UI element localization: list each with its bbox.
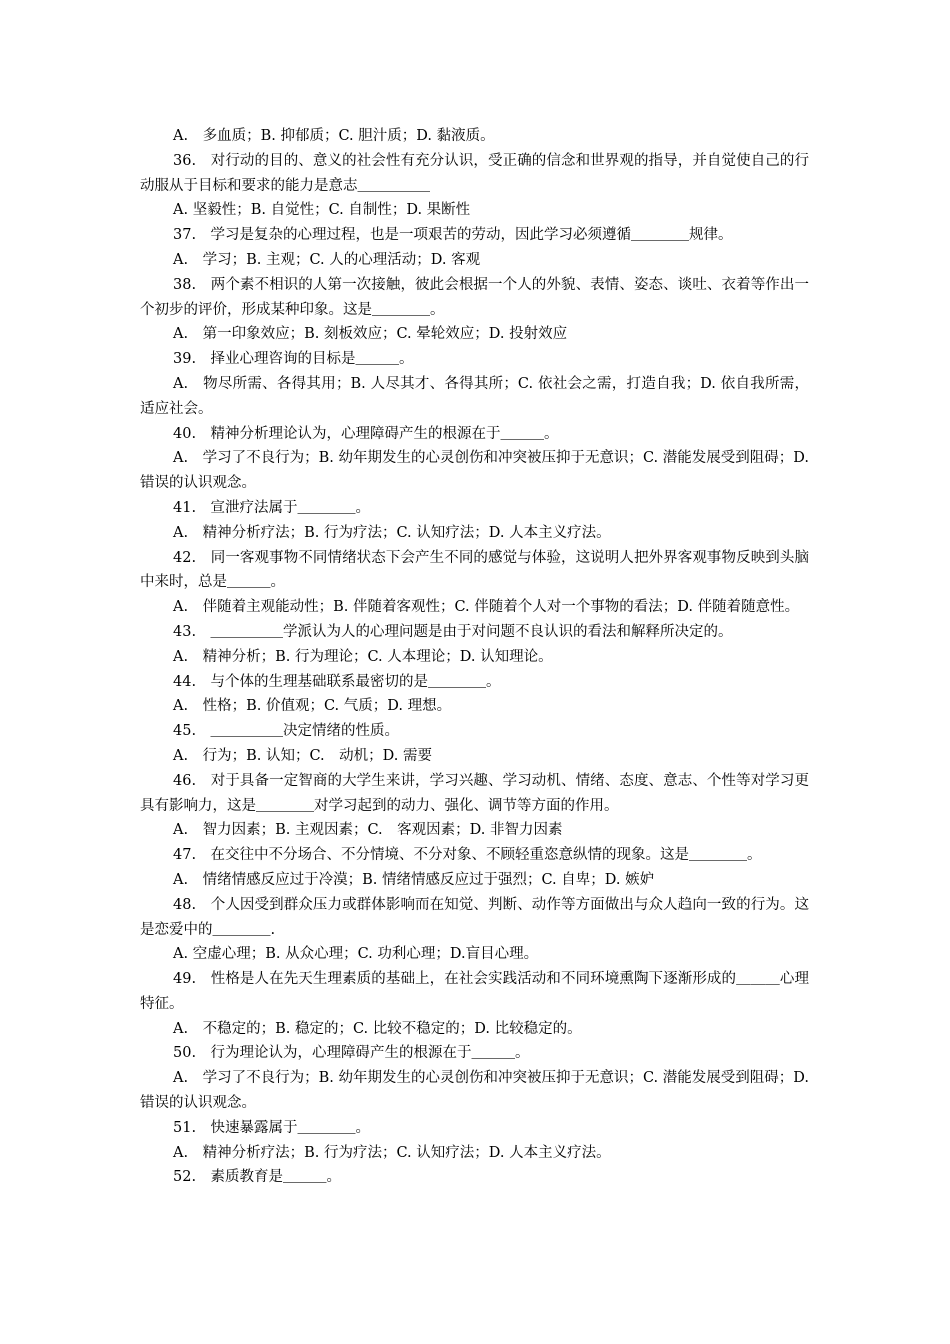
option-line: A. 空虚心理；B. 从众心理；C. 功利心理；D.盲目心理。 [173, 946, 539, 963]
option-line: A. 第一印象效应；B. 刻板效应；C. 晕轮效应；D. 投射效应 [173, 326, 568, 343]
question-48: 48. 个人因受到群众压力或群体影响而在知觉、判断、动作等方面做出与众人趋向一致的行为。这是恋爱中的＿＿＿＿. [140, 896, 809, 938]
option-line: A. 坚毅性；B. 自觉性；C. 自制性；D. 果断性 [173, 202, 471, 219]
option-line: A. 伴随着主观能动性；B. 伴随着客观性；C. 伴随着个人对一个事物的看法；D. 伴随着随意性。 [173, 599, 800, 616]
question-40: 40. 精神分析理论认为，心理障碍产生的根源在于＿＿＿。 [173, 425, 559, 442]
option-line: A. 不稳定的；B. 稳定的；C. 比较不稳定的；D. 比较稳定的。 [173, 1020, 582, 1037]
question-49: 49. 性格是人在先天生理素质的基础上，在社会实践活动和不同环境熏陶下逐渐形成的＿＿＿心理特征。 [140, 971, 809, 1012]
question-36: 36. 对行动的目的、意义的社会性有充分认识，受正确的信念和世界观的指导，并自觉使自己的行动服从于目标和要求的能力是意志＿＿＿＿＿ [140, 152, 809, 194]
option-line: A. 学习了不良行为；B. 幼年期发生的心灵创伤和冲突被压抑于无意识；C. 潜能发展受到阻碍；D. 错误的认识观念。 [140, 450, 809, 492]
question-43: 43. ＿＿＿＿＿学派认为人的心理问题是由于对问题不良认识的看法和解释所决定的。 [173, 623, 733, 640]
question-38: 38. 两个素不相识的人第一次接触，彼此会根据一个人的外貌、表情、姿态、谈吐、衣着等作出一个初步的评价，形成某种印象。这是＿＿＿＿。 [140, 276, 809, 318]
question-42: 42. 同一客观事物不同情绪状态下会产生不同的感觉与体验，这说明人把外界客观事物反映到头脑中来时，总是＿＿＿。 [140, 549, 809, 591]
option-line: A. 行为；B. 认知；C. 动机；D. 需要 [173, 747, 432, 764]
question-41: 41. 宣泄疗法属于＿＿＿＿。 [173, 499, 371, 516]
option-line: A. 精神分析疗法；B. 行为疗法；C. 认知疗法；D. 人本主义疗法。 [173, 1144, 611, 1161]
option-line: A. 物尽所需、各得其用；B. 人尽其才、各得其所；C. 依社会之需，打造自我；D. 依自我所需，适应社会。 [140, 375, 809, 417]
option-line: A. 多血质；B. 抑郁质；C. 胆汁质；D. 黏液质。 [173, 128, 495, 144]
option-line: A. 性格；B. 价值观；C. 气质；D. 理想。 [173, 698, 452, 715]
question-50: 50. 行为理论认为，心理障碍产生的根源在于＿＿＿。 [173, 1045, 530, 1062]
option-line: A. 精神分析疗法；B. 行为疗法；C. 认知疗法；D. 人本主义疗法。 [173, 524, 611, 541]
question-list [140, 124, 809, 1190]
option-line: A. 精神分析；B. 行为理论；C. 人本理论；D. 认知理论。 [173, 648, 553, 665]
question-47: 47. 在交往中不分场合、不分情境、不分对象、不顾轻重恣意纵情的现象。这是＿＿＿＿。 [173, 847, 762, 864]
question-51: 51. 快速暴露属于＿＿＿＿。 [173, 1119, 371, 1136]
question-45: 45. ＿＿＿＿＿决定情绪的性质。 [173, 723, 400, 740]
question-52: 52. 素质教育是＿＿＿。 [173, 1169, 342, 1186]
question-44: 44. 与个体的生理基础联系最密切的是＿＿＿＿。 [173, 673, 501, 690]
question-37: 37. 学习是复杂的心理过程，也是一项艰苦的劳动，因此学习必须遵循＿＿＿＿规律。 [173, 227, 733, 244]
option-line: A. 学习了不良行为；B. 幼年期发生的心灵创伤和冲突被压抑于无意识；C. 潜能发展受到阻碍；D. 错误的认识观念。 [140, 1070, 809, 1112]
question-46: 46. 对于具备一定智商的大学生来讲，学习兴趣、学习动机、情绪、态度、意志、个性等对学习更具有影响力，这是＿＿＿＿对学习起到的动力、强化、调节等方面的作用。 [140, 772, 809, 814]
option-line: A. 学习；B. 主观；C. 人的心理活动；D. 客观 [173, 251, 481, 268]
option-line: A. 情绪情感反应过于冷漠；B. 情绪情感反应过于强烈；C. 自卑；D. 嫉妒 [173, 871, 655, 888]
question-39: 39. 择业心理咨询的目标是＿＿＿。 [173, 351, 414, 368]
option-line: A. 智力因素；B. 主观因素；C. 客观因素；D. 非智力因素 [173, 822, 563, 839]
